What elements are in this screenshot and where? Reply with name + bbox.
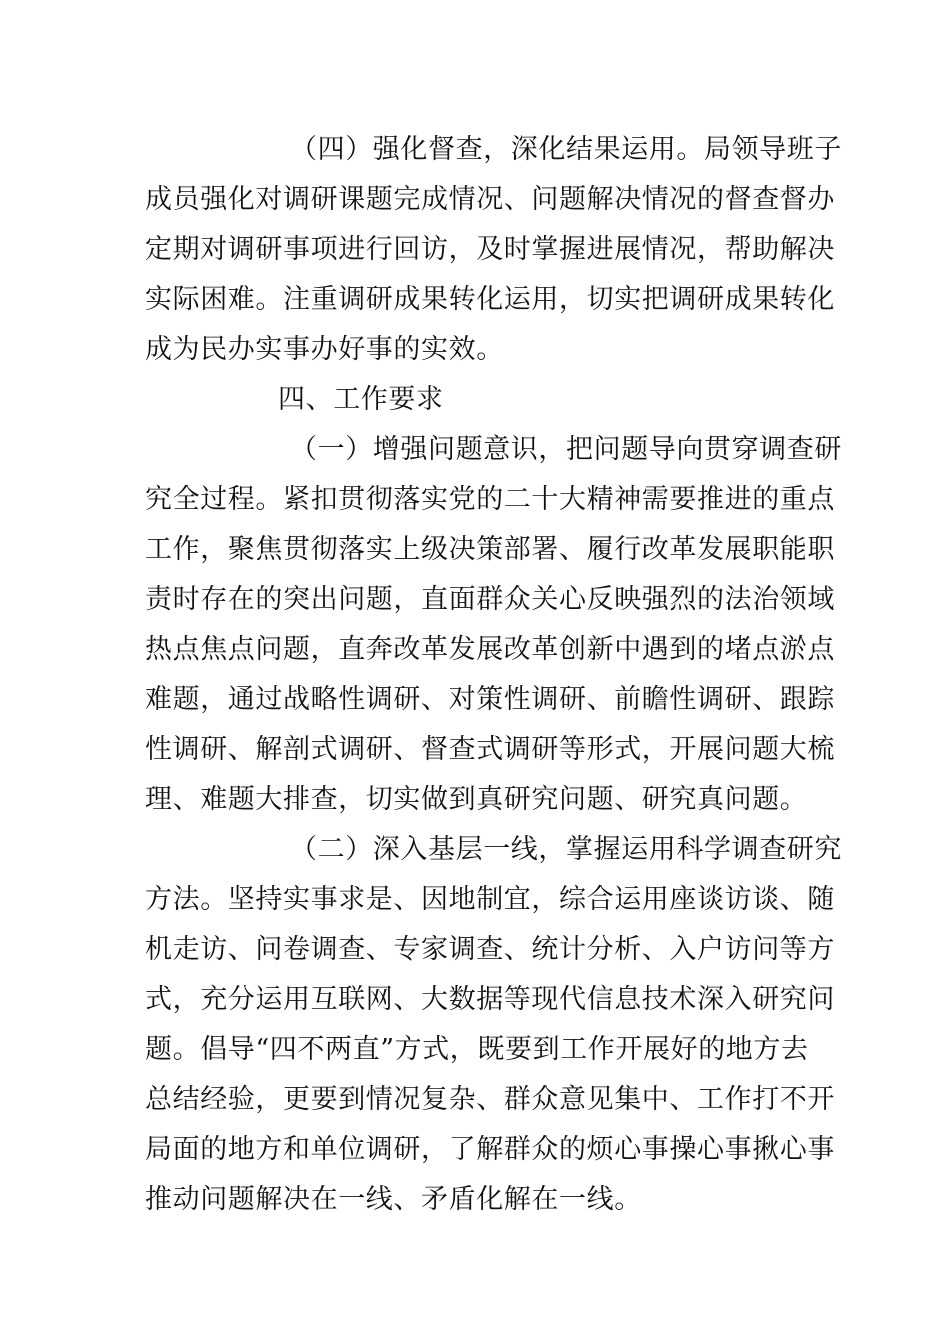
paragraph-line: 难题，通过战略性调研、对策性调研、前瞻性调研、跟踪 [145,684,835,715]
paragraph-line: 实际困难。注重调研成果转化运用，切实把调研成果转化 [145,284,835,315]
paragraph-line: 定期对调研事项进行回访，及时掌握进展情况，帮助解决 [145,234,835,265]
paragraph-line: 局面的地方和单位调研，了解群众的烦心事操心事揪心事 [145,1134,835,1165]
paragraph-line: 总结经验，更要到情况复杂、群众意见集中、工作打不开 [145,1084,835,1115]
paragraph-line: （二）深入基层一线，掌握运用科学调查研究 [290,834,842,865]
paragraph-line: 工作，聚焦贯彻落实上级决策部署、履行改革发展职能职 [145,534,835,565]
paragraph-line: 热点焦点问题，直奔改革发展改革创新中遇到的堵点淤点 [145,634,835,665]
section-heading: 四、工作要求 [278,384,444,415]
paragraph-line: 方法。坚持实事求是、因地制宜，综合运用座谈访谈、随 [145,884,835,915]
paragraph-line: 究全过程。紧扣贯彻落实党的二十大精神需要推进的重点 [145,484,835,515]
paragraph-line: （四）强化督查，深化结果运用。局领导班子 [290,134,842,165]
paragraph-line: （一）增强问题意识，把问题导向贯穿调查研 [290,434,842,465]
paragraph-line: 式，充分运用互联网、大数据等现代信息技术深入研究问 [145,984,835,1015]
paragraph-line: 推动问题解决在一线、矛盾化解在一线。 [145,1184,642,1215]
paragraph-line: 机走访、问卷调查、专家调查、统计分析、入户访问等方 [145,934,835,965]
paragraph-line: 成员强化对调研课题完成情况、问题解决情况的督查督办 [145,184,835,215]
paragraph-line: 题。倡导“四不两直”方式，既要到工作开展好的地方去 [145,1034,809,1065]
paragraph-line: 责时存在的突出问题，直面群众关心反映强烈的法治领域 [145,584,835,615]
paragraph-line: 成为民办实事办好事的实效。 [145,334,504,365]
paragraph-line: 性调研、解剖式调研、督查式调研等形式，开展问题大梳 [145,734,835,765]
paragraph-line: 理、难题大排查，切实做到真研究问题、研究真问题。 [145,784,808,815]
